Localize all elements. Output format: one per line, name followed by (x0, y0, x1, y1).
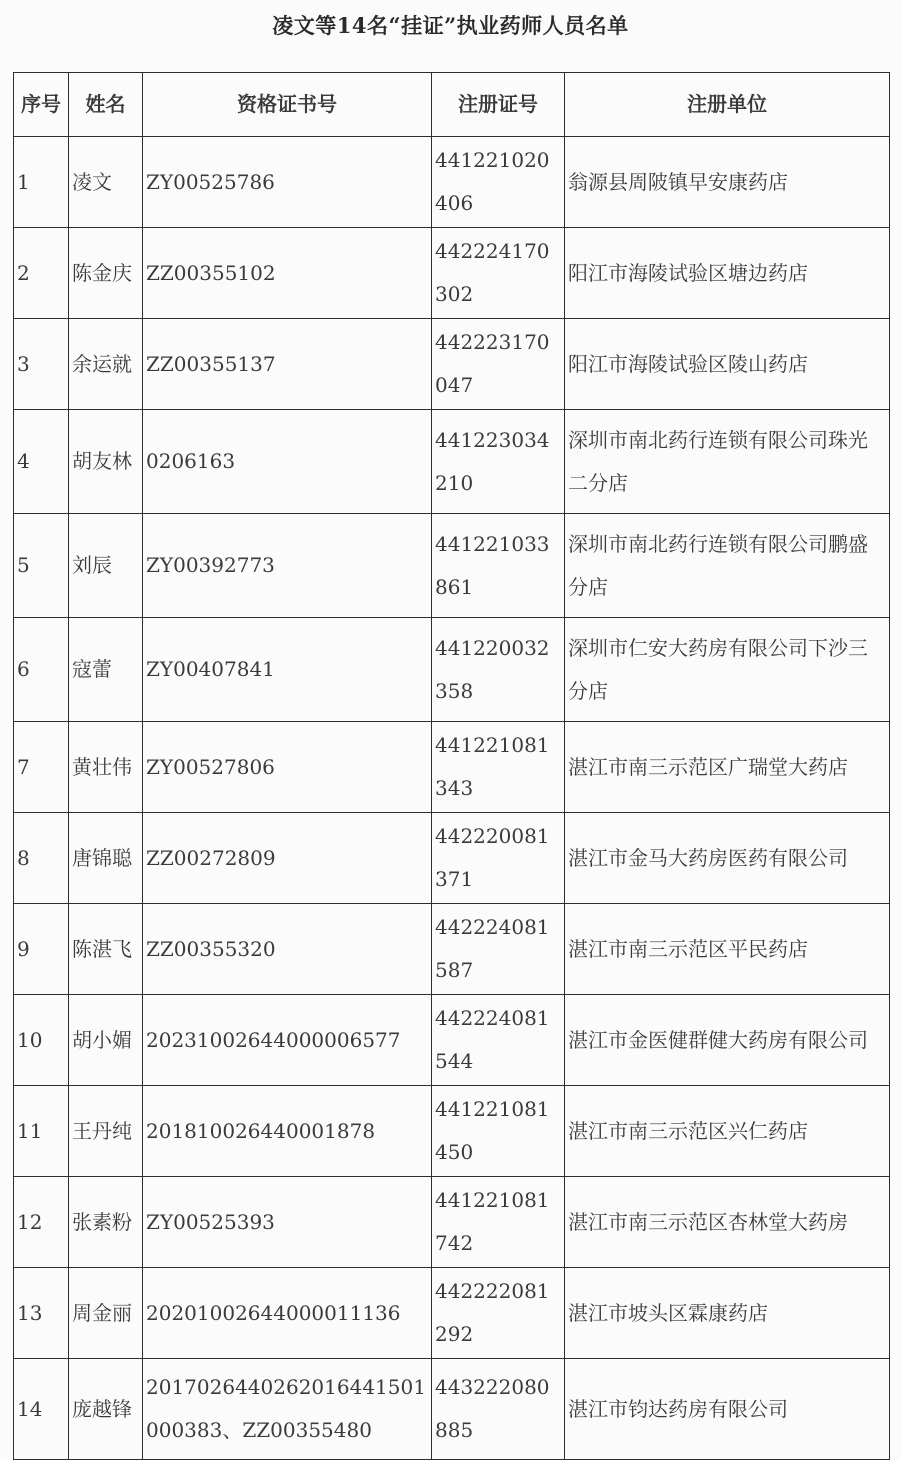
cell-qualification-no: 2017026440262016441501000383、ZZ00355480 (143, 1359, 432, 1460)
cell-registered-unit: 深圳市南北药行连锁有限公司珠光二分店 (565, 410, 890, 514)
cell-name: 周金丽 (69, 1268, 143, 1359)
table-row (14, 410, 890, 514)
cell-name: 凌文 (69, 137, 143, 228)
cell-name: 胡小媚 (69, 995, 143, 1086)
cell-registration-no: 441221020406 (432, 137, 565, 228)
cell-registration-no: 442224081587 (432, 904, 565, 995)
cell-name: 余运就 (69, 319, 143, 410)
col-header-qualification-no: 资格证书号 (143, 73, 432, 137)
table-row (14, 995, 890, 1086)
cell-serial: 4 (14, 410, 69, 514)
cell-serial: 3 (14, 319, 69, 410)
cell-name: 寇蕾 (69, 618, 143, 722)
col-header-registration-no: 注册证号 (432, 73, 565, 137)
cell-serial: 13 (14, 1268, 69, 1359)
cell-name: 唐锦聪 (69, 813, 143, 904)
cell-registered-unit: 湛江市南三示范区广瑞堂大药店 (565, 722, 890, 813)
col-header-name: 姓名 (69, 73, 143, 137)
table-row (14, 1268, 890, 1359)
table-header-row (14, 73, 890, 137)
cell-registered-unit: 湛江市南三示范区杏林堂大药房 (565, 1177, 890, 1268)
cell-name: 陈金庆 (69, 228, 143, 319)
cell-qualification-no: ZY00525786 (143, 137, 432, 228)
cell-qualification-no: 201810026440001878 (143, 1086, 432, 1177)
cell-name: 陈湛飞 (69, 904, 143, 995)
cell-registration-no: 442220081371 (432, 813, 565, 904)
table-row (14, 813, 890, 904)
cell-qualification-no: ZY00392773 (143, 514, 432, 618)
cell-registered-unit: 阳江市海陵试验区陵山药店 (565, 319, 890, 410)
cell-serial: 9 (14, 904, 69, 995)
cell-registration-no: 441221081742 (432, 1177, 565, 1268)
cell-qualification-no: ZZ00355137 (143, 319, 432, 410)
cell-serial: 1 (14, 137, 69, 228)
cell-registration-no: 442223170047 (432, 319, 565, 410)
col-header-registered-unit: 注册单位 (565, 73, 890, 137)
cell-name: 张素粉 (69, 1177, 143, 1268)
cell-qualification-no: ZZ00355102 (143, 228, 432, 319)
cell-registration-no: 441221033861 (432, 514, 565, 618)
cell-registration-no: 442224170302 (432, 228, 565, 319)
cell-qualification-no: ZZ00272809 (143, 813, 432, 904)
page-title: 凌文等14名“挂证”执业药师人员名单 (272, 13, 629, 38)
table-row (14, 514, 890, 618)
cell-registered-unit: 湛江市钧达药房有限公司 (565, 1359, 890, 1460)
cell-serial: 2 (14, 228, 69, 319)
cell-registered-unit: 翁源县周陂镇早安康药店 (565, 137, 890, 228)
table-row (14, 618, 890, 722)
cell-registered-unit: 湛江市南三示范区兴仁药店 (565, 1086, 890, 1177)
cell-qualification-no: 0206163 (143, 410, 432, 514)
cell-registered-unit: 湛江市金医健群健大药房有限公司 (565, 995, 890, 1086)
table-row (14, 1086, 890, 1177)
cell-serial: 12 (14, 1177, 69, 1268)
cell-serial: 10 (14, 995, 69, 1086)
cell-serial: 7 (14, 722, 69, 813)
cell-registration-no: 441221081343 (432, 722, 565, 813)
col-header-serial: 序号 (14, 73, 69, 137)
cell-registered-unit: 湛江市南三示范区平民药店 (565, 904, 890, 995)
cell-qualification-no: ZY00527806 (143, 722, 432, 813)
cell-name: 庞越锋 (69, 1359, 143, 1460)
cell-registration-no: 441223034210 (432, 410, 565, 514)
cell-qualification-no: 20201002644000011136 (143, 1268, 432, 1359)
table-row (14, 904, 890, 995)
cell-registered-unit: 深圳市仁安大药房有限公司下沙三分店 (565, 618, 890, 722)
cell-serial: 5 (14, 514, 69, 618)
table-row (14, 319, 890, 410)
cell-qualification-no: ZY00407841 (143, 618, 432, 722)
cell-name: 胡友林 (69, 410, 143, 514)
cell-registration-no: 442222081292 (432, 1268, 565, 1359)
cell-registered-unit: 湛江市金马大药房医药有限公司 (565, 813, 890, 904)
cell-registered-unit: 湛江市坡头区霖康药店 (565, 1268, 890, 1359)
cell-name: 王丹纯 (69, 1086, 143, 1177)
cell-name: 黄壮伟 (69, 722, 143, 813)
cell-registered-unit: 阳江市海陵试验区塘边药店 (565, 228, 890, 319)
table-row (14, 228, 890, 319)
cell-serial: 11 (14, 1086, 69, 1177)
cell-name: 刘辰 (69, 514, 143, 618)
cell-registration-no: 441220032358 (432, 618, 565, 722)
cell-registration-no: 441221081450 (432, 1086, 565, 1177)
cell-qualification-no: ZZ00355320 (143, 904, 432, 995)
cell-qualification-no: ZY00525393 (143, 1177, 432, 1268)
cell-registration-no: 442224081544 (432, 995, 565, 1086)
cell-registered-unit: 深圳市南北药行连锁有限公司鹏盛分店 (565, 514, 890, 618)
table-row (14, 1177, 890, 1268)
cell-serial: 14 (14, 1359, 69, 1460)
cell-serial: 6 (14, 618, 69, 722)
cell-registration-no: 443222080885 (432, 1359, 565, 1460)
cell-qualification-no: 20231002644000006577 (143, 995, 432, 1086)
cell-serial: 8 (14, 813, 69, 904)
pharmacist-roster-table (13, 72, 890, 1460)
table-row (14, 722, 890, 813)
table-row (14, 137, 890, 228)
table-row (14, 1359, 890, 1460)
